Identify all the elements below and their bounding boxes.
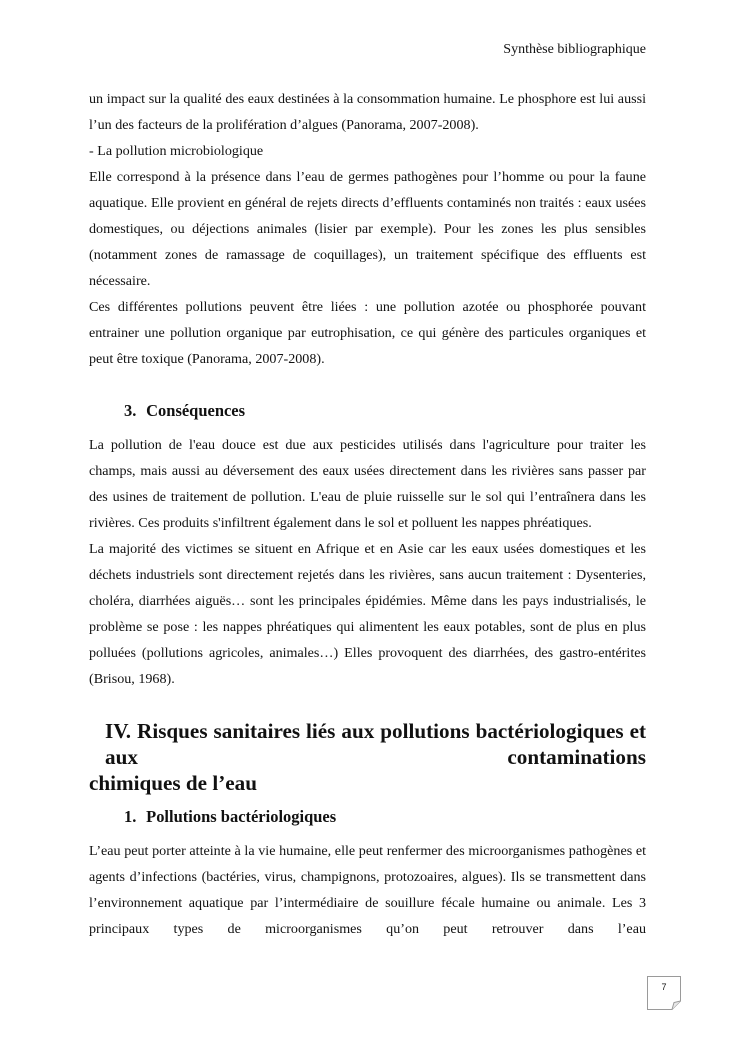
section-title: Conséquences — [146, 401, 246, 420]
chapter-heading-health-risks — [89, 718, 646, 796]
spacer — [89, 830, 646, 838]
paragraph-microbiological: Elle correspond à la présence dans l’eau de germes pathogènes pour l’homme ou pour la faune aquatique. Elle provient en général de rejets directs d’effluents contaminés non traités : eaux usées domestiques, ou déjections animales (lisier par exemple). Pour les zones les plus sensibles (notamment zones de ramassage de coquillages), un traitement spécifique des effluents est nécessaire. — [89, 169, 646, 289]
section-number: 3. — [124, 401, 137, 420]
paragraph-bacteriological: L’eau peut porter atteinte à la vie humaine, elle peut renfermer des microorganismes pathogènes et agents d’infections (bactéries, virus, champignons, protozoaires, algues). Ils se transmettent dans l’environnement aquatique par l’intermédiaire de souillure fécale humaine ou animale. Les 3 principaux types de microorganismes qu’on peut retrouver dans l’eau — [89, 843, 646, 937]
running-header: Synthèse bibliographique — [503, 42, 646, 57]
chapter-title-line2: chimiques de l’eau — [89, 771, 257, 795]
spacer — [89, 692, 646, 718]
paragraph-fresh-water-pollution: La pollution de l'eau douce est due aux pesticides utilisés dans l'agriculture pour traiter les champs, mais aussi au déversement des eaux usées directement dans les rivières sans passer par des usines de traitement de pollution. L'eau de pluie ruisselle sur le sol qui l’entraînera dans les rivières. Ces produits s'infiltrent également dans le sol et polluent les nappes phréatiques. — [89, 437, 646, 531]
subheading-microbiological-pollution: - La pollution microbiologique — [89, 143, 264, 159]
paragraph-linked-pollutions: Ces différentes pollutions peuvent être liées : une pollution azotée ou phosphorée pouvant entrainer une pollution organique par eutrophisation, ce qui génère des particules organiques et peut être toxique (Panorama, 2007-2008). — [89, 299, 646, 367]
spacer — [89, 796, 646, 804]
page-body — [89, 86, 646, 942]
paragraph-phosphore: un impact sur la qualité des eaux destinées à la consommation humaine. Le phosphore est lui aussi l’un des facteurs de la prolifération d’algues (Panorama, 2007-2008). — [89, 91, 646, 133]
paragraph-victims: La majorité des victimes se situent en Afrique et en Asie car les eaux usées domestiques et les déchets industriels sont directement rejetés dans les rivières, sans aucun traitement : Dysenteries, choléra, diarrhées aiguës… sont les principales épidémies. Même dans les pays industrialisés, le problème se pose : les nappes phréatiques qui alimentent les eaux potables, sont de plus en plus polluées (pollutions agricoles, animales…) Elles provoquent des diarrhées, des gastro-entérites (Brisou, 1968). — [89, 541, 646, 687]
section-heading-consequences — [89, 398, 646, 424]
page-number: 7 — [661, 982, 667, 992]
spacer — [89, 424, 646, 432]
spacer — [89, 372, 646, 398]
section-heading-bacteriological — [89, 804, 646, 830]
section-number: 1. — [124, 807, 137, 826]
section-title: Pollutions bactériologiques — [146, 807, 337, 826]
page-number-badge — [647, 976, 681, 1010]
chapter-title-line1: IV. Risques sanitaires liés aux pollutions bactériologiques et aux contaminations — [105, 719, 646, 769]
